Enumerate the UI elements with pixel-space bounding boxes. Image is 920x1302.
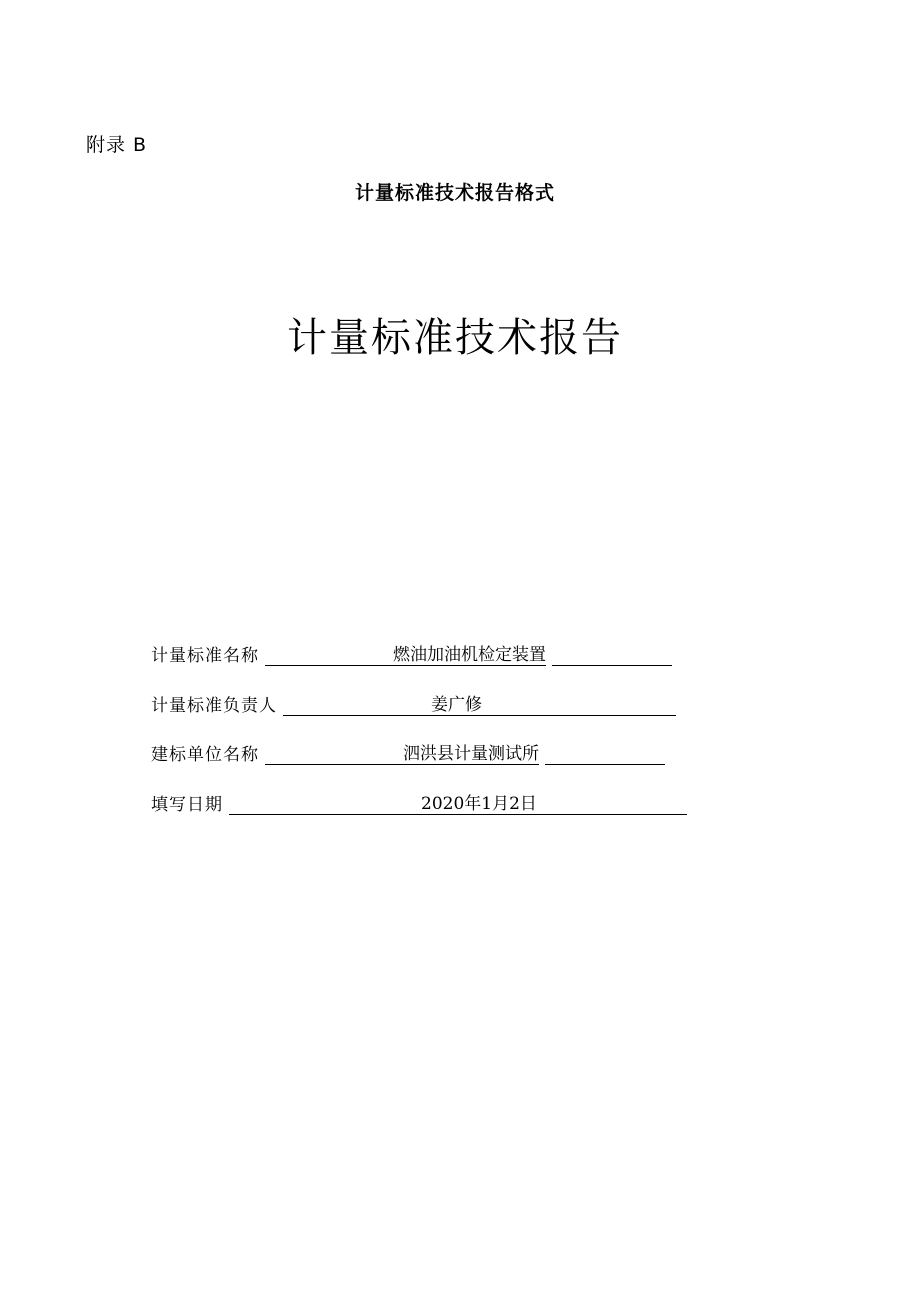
field-label: 填写日期 (151, 795, 223, 815)
field-standard-name (151, 640, 672, 666)
field-blank-leading (265, 645, 393, 666)
field-blank-trailing (482, 695, 676, 716)
format-subtitle: 计量标准技术报告格式 (354, 182, 555, 204)
field-blank-trailing (552, 645, 672, 666)
report-title: 计量标准技术报告 (287, 315, 623, 361)
field-value: 泗洪县计量测试所 (403, 744, 539, 764)
field-blank-trailing (545, 744, 665, 765)
field-responsible-person (151, 690, 676, 716)
field-value: 燃油加油机检定装置 (393, 645, 546, 665)
field-label: 计量标准名称 (151, 646, 259, 666)
field-label: 建标单位名称 (151, 745, 259, 765)
field-blank-trailing (537, 794, 687, 815)
appendix-label: 附录 B (86, 134, 148, 156)
field-value: 姜广修 (431, 695, 482, 715)
field-fill-date (151, 789, 687, 815)
field-blank-leading (229, 794, 421, 815)
field-blank-leading (283, 695, 431, 716)
field-value: 2020年1月2日 (421, 794, 537, 814)
field-organization-name (151, 739, 665, 765)
field-blank-leading (265, 744, 403, 765)
field-label: 计量标准负责人 (151, 696, 277, 716)
